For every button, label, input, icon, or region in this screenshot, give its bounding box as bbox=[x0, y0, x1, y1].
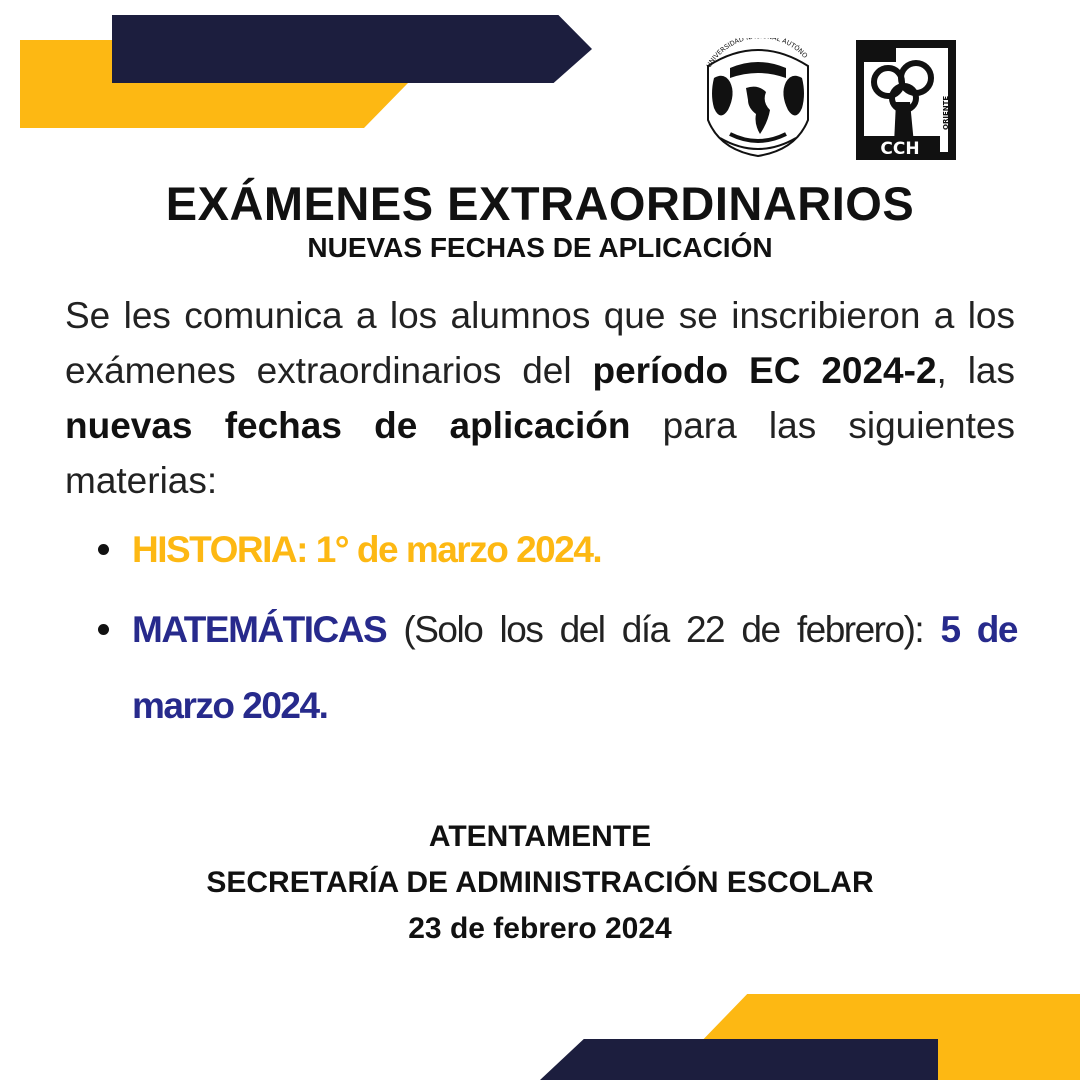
intro-text-2: , las bbox=[936, 350, 1015, 391]
cch-oriente-tree-icon bbox=[860, 44, 952, 159]
bullet-icon bbox=[98, 624, 109, 635]
cch-logo-text: CCH bbox=[880, 139, 920, 159]
matematicas-note: (Solo los del día 22 de febrero): bbox=[386, 609, 941, 650]
svg-text:POR MI: POR MI bbox=[743, 76, 773, 84]
intro-text-1: Se les comunica a los alumnos que se inscribieron a los exámenes extraordinarios del bbox=[65, 295, 1015, 391]
bullet-icon bbox=[98, 544, 109, 555]
page-title: EXÁMENES EXTRAORDINARIOS bbox=[165, 177, 915, 230]
period-highlight: período EC 2024-2 bbox=[592, 350, 937, 391]
intro-paragraph bbox=[65, 288, 1015, 508]
unam-seal-icon bbox=[700, 38, 809, 156]
logos bbox=[700, 38, 960, 160]
unam-seal-text: UNIVERSIDAD L AUTÓNO bbox=[704, 38, 810, 70]
cch-oriente-text: ORIENTE bbox=[942, 95, 950, 130]
list-item-matematicas bbox=[132, 592, 1017, 744]
list-item-historia bbox=[132, 518, 1017, 582]
closing-line-secretaria: SECRETARÍA DE ADMINISTRACIÓN ESCOLAR bbox=[206, 866, 874, 899]
new-dates-highlight: nuevas fechas de aplicación bbox=[65, 405, 631, 446]
closing-signature bbox=[0, 814, 1080, 952]
subject-list bbox=[132, 518, 1017, 744]
closing-line-atentamente: ATENTAMENTE bbox=[428, 820, 652, 853]
matematicas-subject: MATEMÁTICAS bbox=[132, 609, 387, 650]
top-left-navy-arrow bbox=[112, 15, 592, 83]
bottom-right-navy-band bbox=[540, 1039, 938, 1080]
closing-line-date: 23 de febrero 2024 bbox=[408, 912, 672, 945]
page-subtitle: NUEVAS FECHAS DE APLICACIÓN bbox=[307, 232, 773, 263]
logos-svg bbox=[700, 38, 960, 160]
matematicas-date: 5 de marzo 2024. bbox=[132, 609, 1017, 726]
historia-date-text: HISTORIA: 1° de marzo 2024. bbox=[132, 529, 602, 570]
intro-text-3: para las siguientes materias: bbox=[65, 405, 1015, 501]
